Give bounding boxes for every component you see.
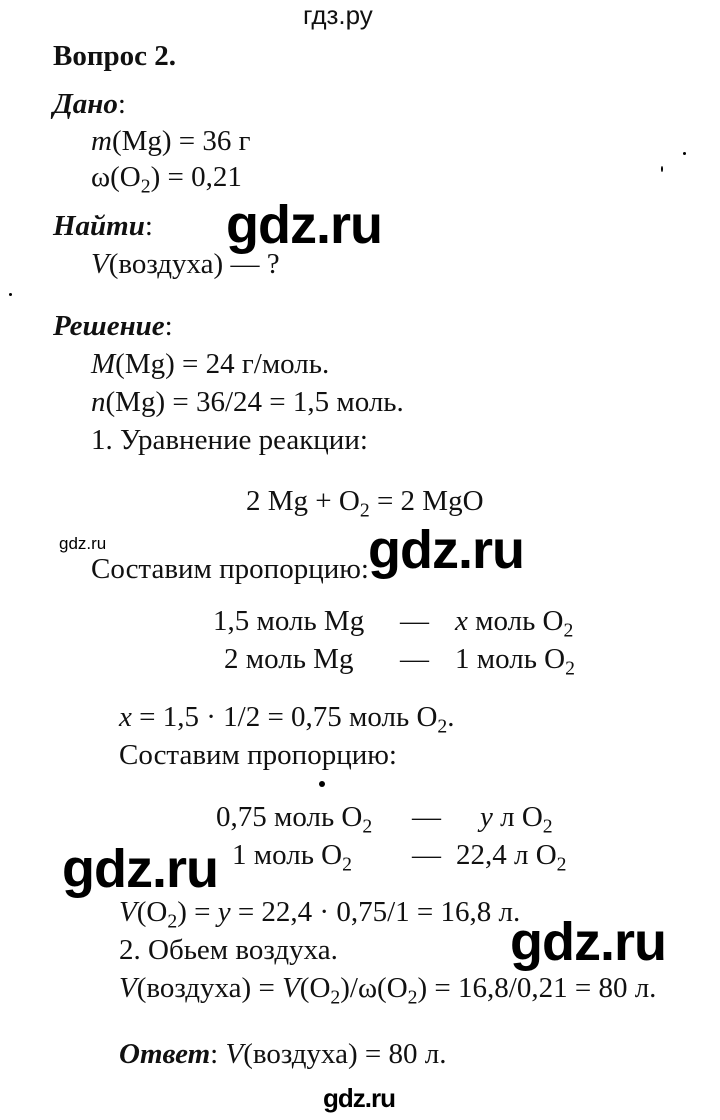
question-title: Вопрос 2. bbox=[53, 40, 177, 72]
watermark: gdz.ru bbox=[59, 534, 107, 553]
watermark: gdz.ru bbox=[510, 912, 666, 972]
proportion-label-2: Составим пропорцию: bbox=[119, 739, 397, 771]
find-heading: Найти: bbox=[53, 210, 153, 242]
oxygen-volume-line: $V(O_2) = y = 22,4 \cdot 0,75/1 = 16,8$ л. bbox=[119, 896, 521, 933]
air-volume-line: V(воздуха) = $V(O_2)/\omega(O_2) = 16,8/0,21 = 80$ л. bbox=[119, 972, 657, 1009]
proportion-1-row-1-right: x моль $O_2$ bbox=[455, 605, 574, 642]
watermark: gdz.ru bbox=[226, 195, 382, 255]
solution-heading: Решение: bbox=[53, 310, 173, 342]
print-speck bbox=[319, 781, 325, 787]
proportion-1-row-1-dash: — bbox=[400, 605, 429, 637]
proportion-2-row-2-dash: — bbox=[412, 839, 441, 871]
answer-line: Ответ: V(воздуха) = 80 л. bbox=[119, 1038, 447, 1070]
proportion-2-row-2-left: 1 моль $O_2$ bbox=[232, 839, 352, 876]
proportion-1-row-1-left: 1,5 моль Mg bbox=[213, 605, 365, 637]
proportion-label-1: Составим пропорцию: bbox=[91, 553, 369, 585]
given-heading: Дано: bbox=[53, 88, 126, 120]
given-mass: m(Mg) = 36 г bbox=[91, 125, 251, 157]
print-speck bbox=[661, 166, 663, 172]
step-2-heading: 2. Обьем воздуха. bbox=[119, 934, 338, 966]
print-speck bbox=[683, 152, 686, 155]
given-fraction: $\omega(O_2) = 0,21$ bbox=[91, 161, 242, 198]
proportion-2-row-2-right: 22,4 л $O_2$ bbox=[456, 839, 567, 876]
answer-label: Ответ bbox=[119, 1038, 211, 1070]
proportion-1-row-2-left: 2 моль Mg bbox=[224, 643, 354, 675]
proportion-2-row-1-left: 0,75 моль $O_2$ bbox=[216, 801, 373, 838]
reaction-equation: 2 $Mg + O_2 = 2$ MgO bbox=[246, 485, 484, 522]
x-result-line: x = 1,5 · 1/2 = 0,75 моль $O_2$. bbox=[119, 701, 455, 738]
watermark: gdz.ru bbox=[323, 1083, 395, 1113]
proportion-1-row-2-right: 1 моль $O_2$ bbox=[455, 643, 575, 680]
given-label: Дано bbox=[53, 88, 118, 120]
watermark: gdz.ru bbox=[368, 520, 524, 580]
proportion-1-row-2-dash: — bbox=[400, 643, 429, 675]
print-speck bbox=[9, 293, 12, 296]
moles-line: n(Mg) = 36/24 = 1,5 моль. bbox=[91, 386, 404, 418]
watermark: gdz.ru bbox=[62, 839, 218, 899]
find-target: V(воздуха) — ? bbox=[91, 248, 280, 280]
step-1-heading: 1. Уравнение реакции: bbox=[91, 424, 368, 456]
solution-label: Решение bbox=[53, 310, 165, 342]
molar-mass-line: M(Mg) = 24 г/моль. bbox=[91, 348, 330, 380]
proportion-2-row-1-dash: — bbox=[412, 801, 441, 833]
site-header: гдз.ру bbox=[303, 0, 373, 30]
proportion-2-row-1-right: y л $O_2$ bbox=[480, 801, 553, 838]
find-label: Найти bbox=[53, 210, 145, 242]
